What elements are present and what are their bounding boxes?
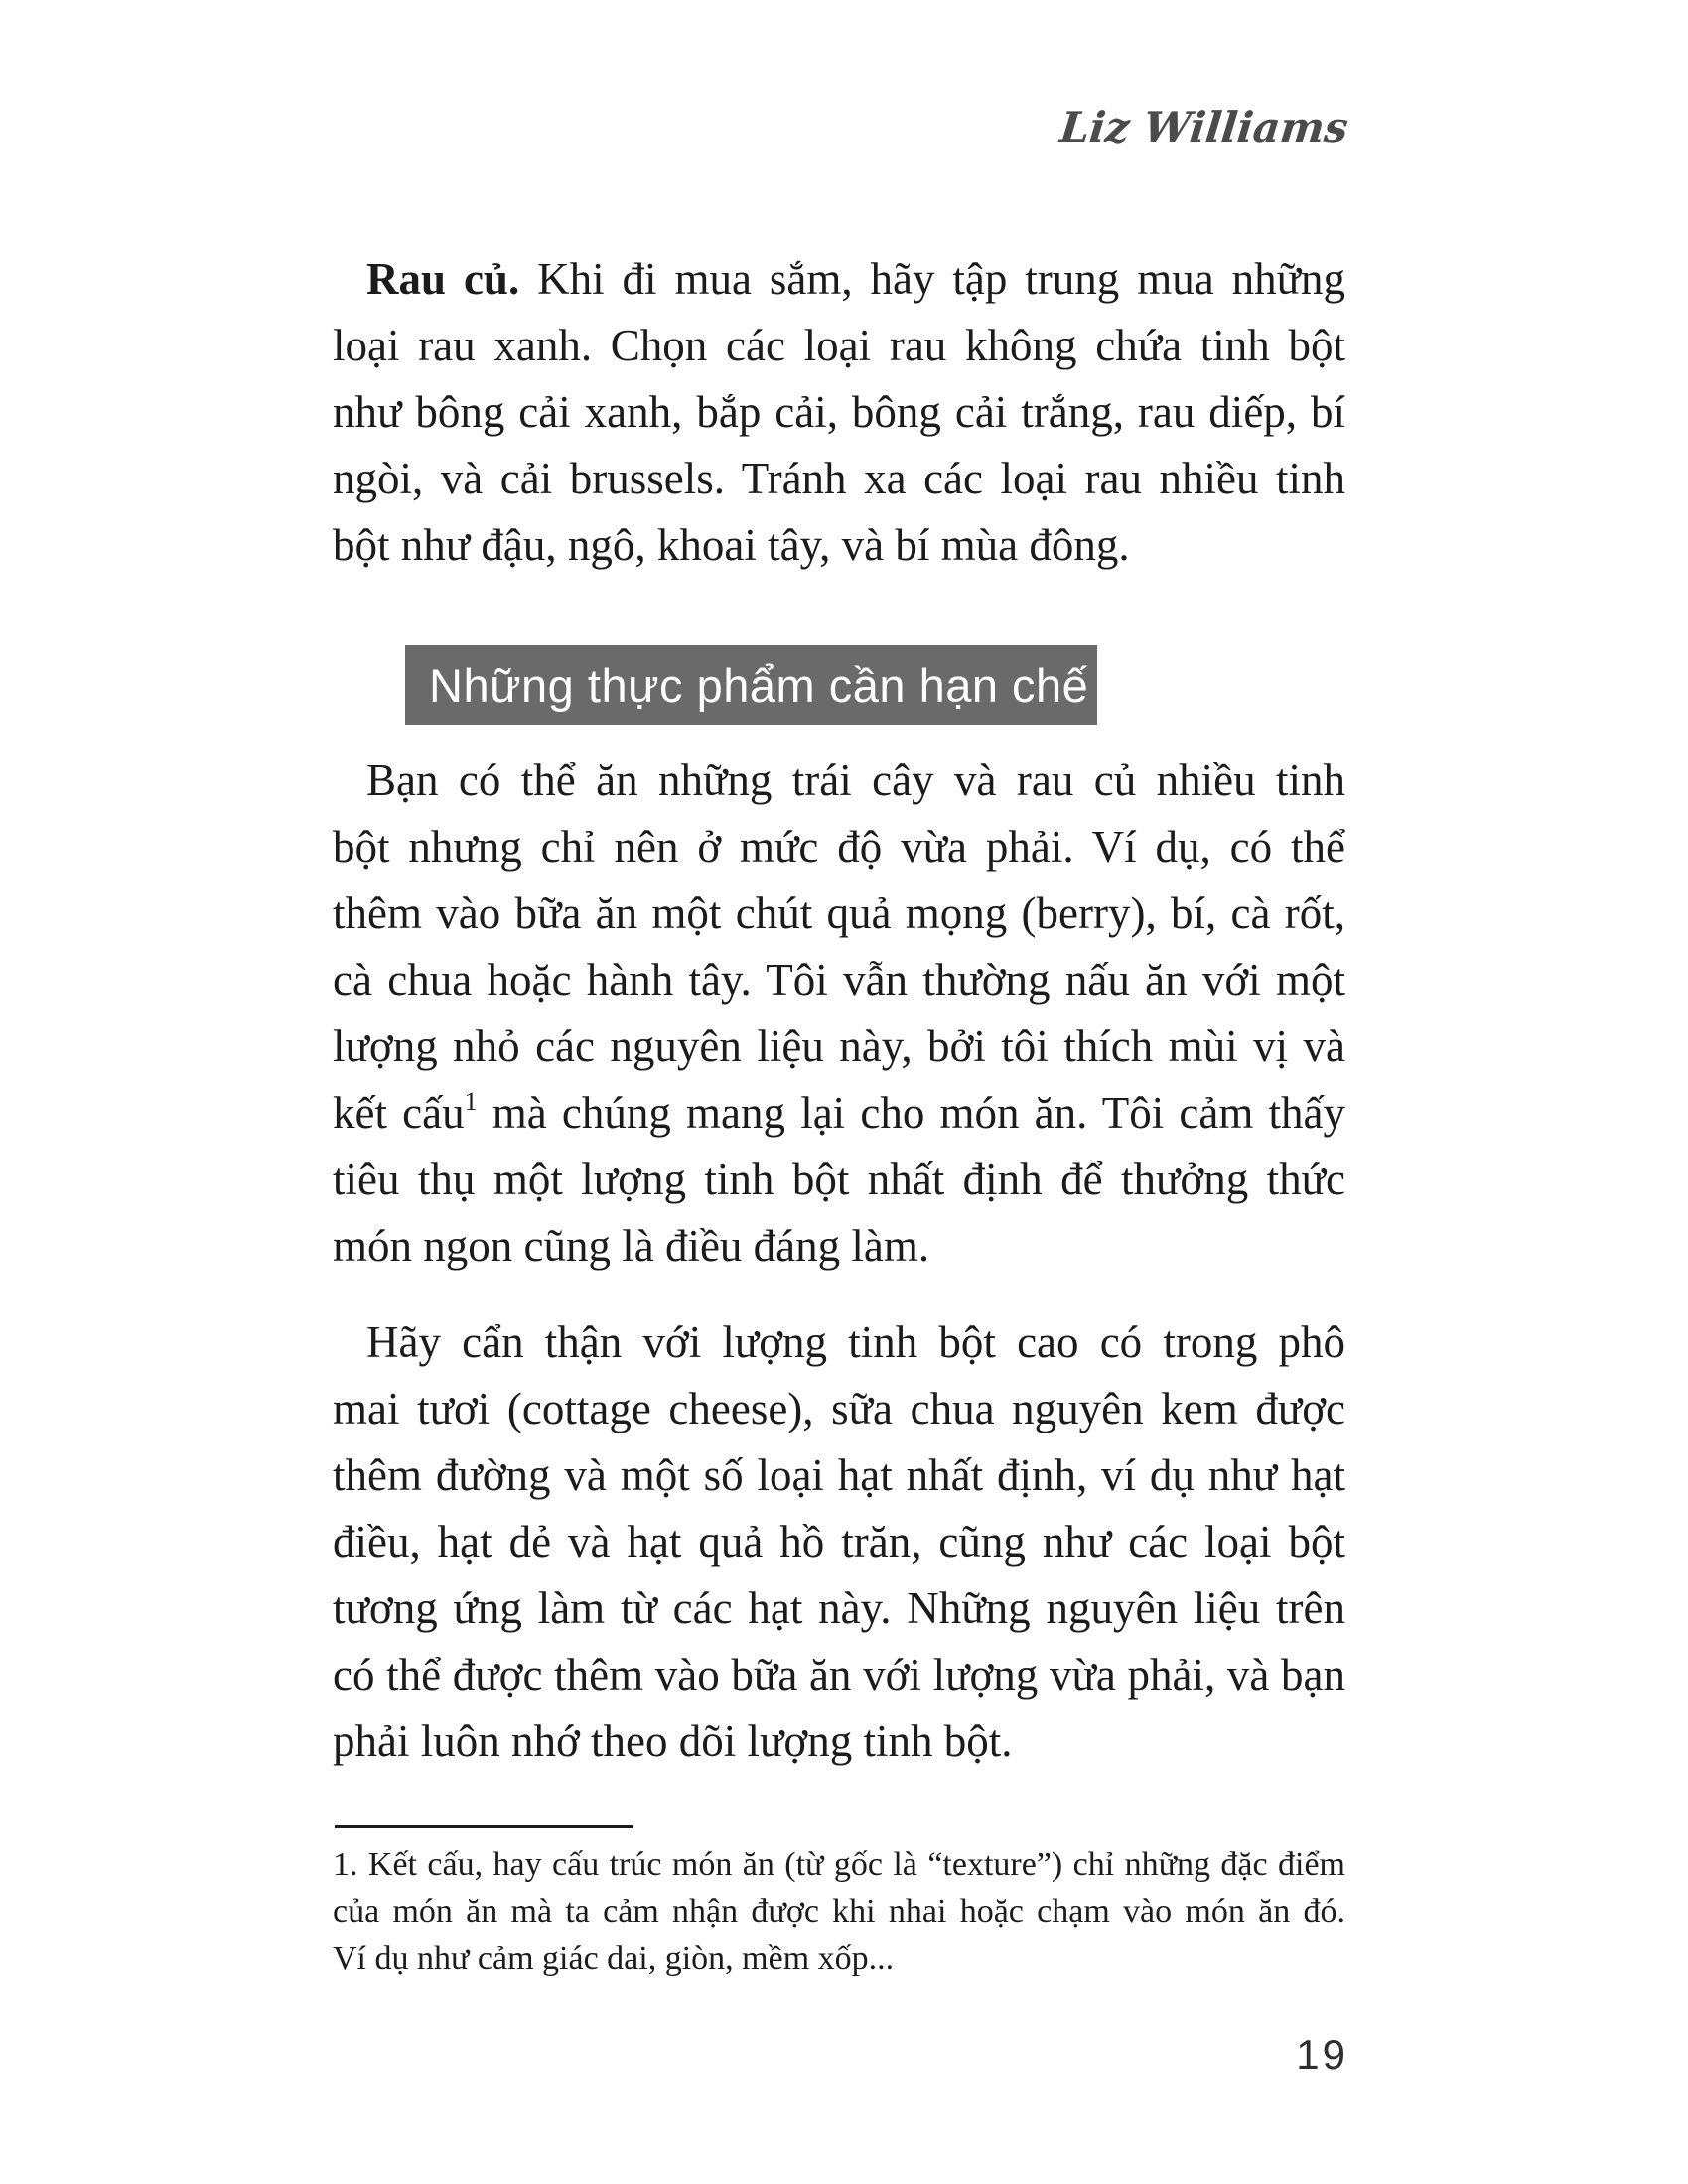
paragraph-line: món ngon cũng là điều đáng làm. — [333, 1221, 930, 1271]
paragraph-line: tiêu thụ một lượng tinh bột nhất định để thưởng thức — [333, 1155, 1345, 1204]
section-heading-label: Những thực phẩm cần hạn chế — [429, 658, 1089, 712]
body-text-block — [333, 246, 1345, 1981]
paragraph-limit-foods — [333, 748, 1345, 1280]
paragraph-careful-starch — [333, 1309, 1345, 1775]
page-number: 19 — [1296, 2031, 1348, 2078]
paragraph-line — [333, 1080, 1345, 1147]
paragraph-line-text: kết cấu — [333, 1088, 465, 1138]
running-header-author: Liz Williams — [1057, 103, 1351, 152]
paragraph-line: cà chua hoặc hành tây. Tôi vẫn thường nấu ăn với một — [333, 955, 1345, 1005]
footnote-line: 1. Kết cấu, hay cấu trúc món ăn (từ gốc là “texture”) chỉ những đặc điểm — [333, 1846, 1345, 1883]
paragraph-line: lượng nhỏ các nguyên liệu này, bởi tôi thích mùi vị và — [333, 1022, 1345, 1071]
paragraph-vegetables — [333, 246, 1345, 579]
paragraph-lead-bold: Rau củ. — [366, 254, 520, 304]
paragraph-line: mai tươi (cottage cheese), sữa chua nguyên kem được — [333, 1384, 1345, 1433]
footnote-block — [333, 1842, 1345, 1981]
paragraph-line: có thể được thêm vào bữa ăn với lượng vừa phải, và bạn — [333, 1650, 1345, 1700]
paragraph-line: tương ứng làm từ các hạt này. Những nguyên liệu trên — [333, 1583, 1345, 1633]
paragraph-line: Hãy cẩn thận với lượng tinh bột cao có trong phô — [366, 1317, 1345, 1367]
paragraph-line: như bông cải xanh, bắp cải, bông cải trắng, rau diếp, bí — [333, 387, 1345, 437]
footnote-separator-rule — [335, 1825, 633, 1828]
paragraph-line: bột như đậu, ngô, khoai tây, và bí mùa đông. — [333, 520, 1130, 570]
section-heading-box — [405, 645, 1097, 725]
footnote-reference-mark: 1 — [464, 1087, 478, 1116]
paragraph-line: ngòi, và cải brussels. Tránh xa các loại rau nhiều tinh — [333, 454, 1345, 503]
paragraph-line-text: Khi đi mua sắm, hãy tập trung mua những — [519, 254, 1345, 304]
paragraph-line: phải luôn nhớ theo dõi lượng tinh bột. — [333, 1716, 1013, 1766]
footnote-line: Ví dụ như cảm giác dai, giòn, mềm xốp... — [333, 1940, 895, 1977]
footnote-line: của món ăn mà ta cảm nhận được khi nhai hoặc chạm vào món ăn đó. — [333, 1893, 1345, 1930]
paragraph-line — [333, 246, 1345, 313]
paragraph-line: thêm đường và một số loại hạt nhất định, ví dụ như hạt — [333, 1450, 1345, 1500]
paragraph-line: Bạn có thể ăn những trái cây và rau củ nhiều tinh — [366, 755, 1345, 805]
paragraph-line-text: mà chúng mang lại cho món ăn. Tôi cảm thấy — [477, 1088, 1346, 1138]
paragraph-line: thêm vào bữa ăn một chút quả mọng (berry), bí, cà rốt, — [333, 888, 1345, 938]
paragraph-line: loại rau xanh. Chọn các loại rau không chứa tinh bột — [333, 321, 1345, 370]
paragraph-line: điều, hạt dẻ và hạt quả hồ trăn, cũng như các loại bột — [333, 1517, 1345, 1567]
paragraph-line: bột nhưng chỉ nên ở mức độ vừa phải. Ví dụ, có thể — [333, 822, 1345, 872]
